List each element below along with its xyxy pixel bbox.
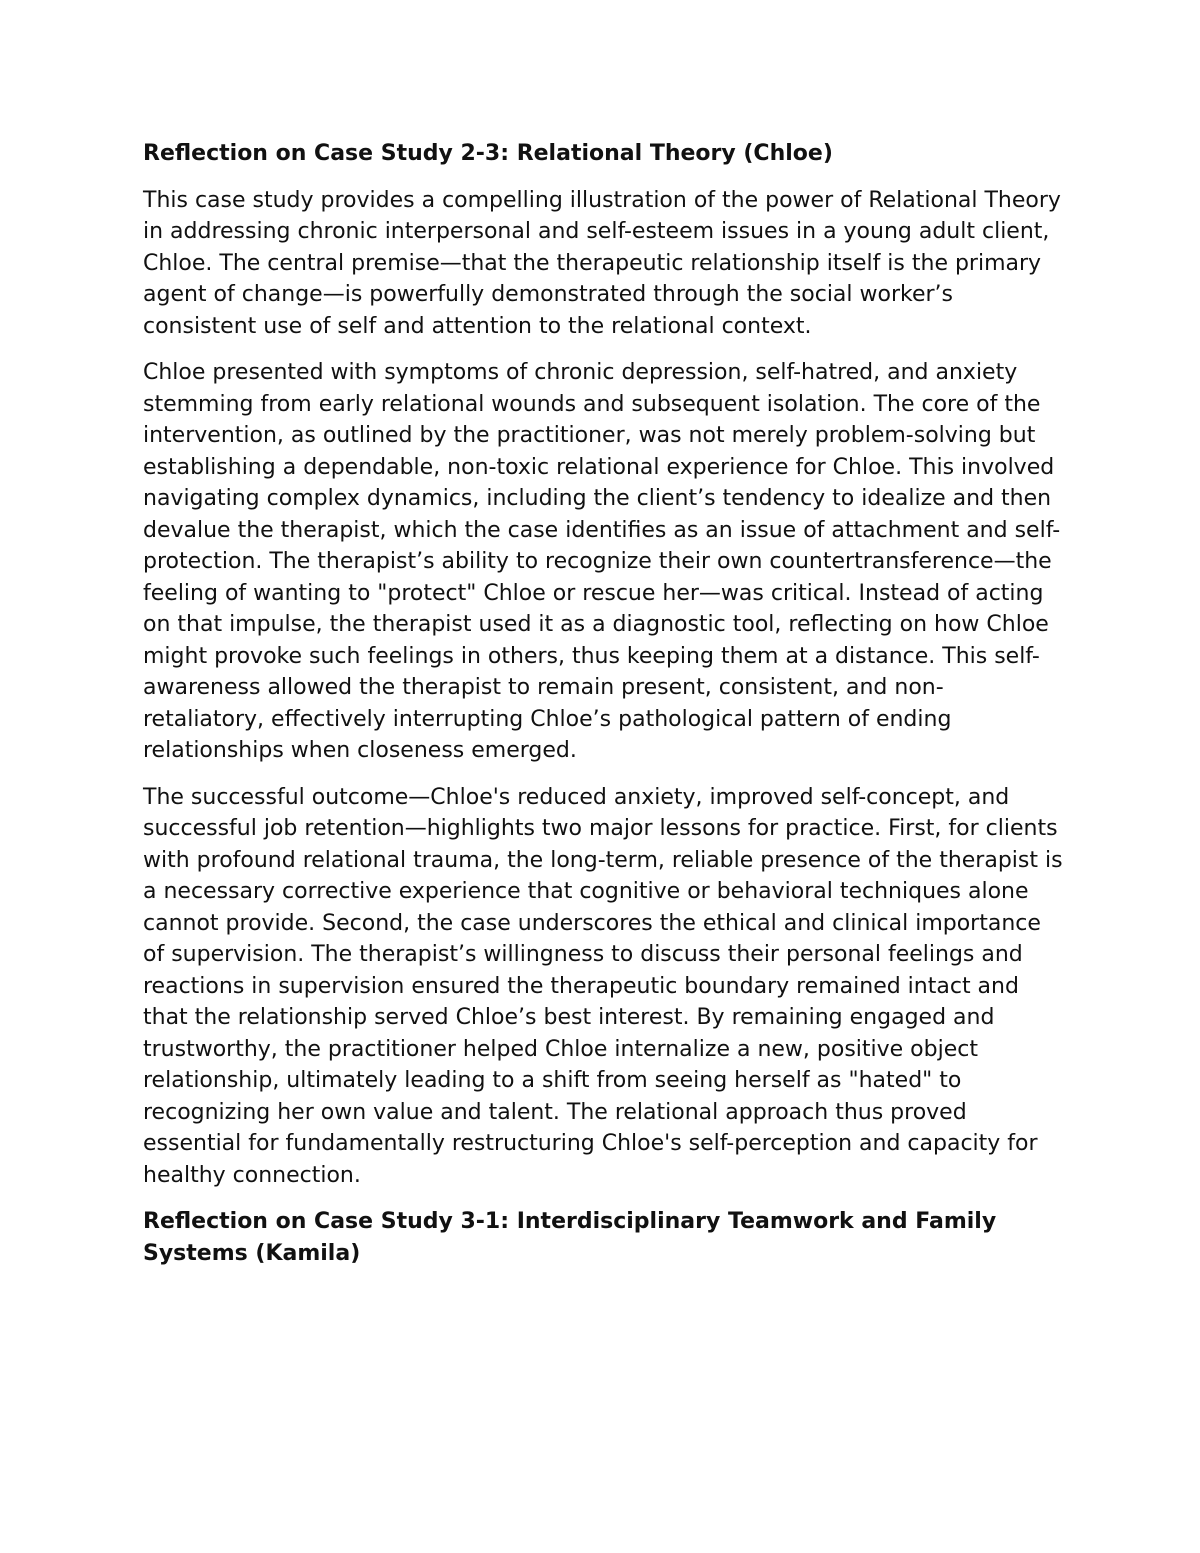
paragraph: Chloe presented with symptoms of chronic depression, self-hatred, and anxiety stemming from early relational wounds and subsequent isolation. The core of the intervention, as outlined by the practitioner, was not merely problem-solving but establishing a dependable, non-toxic relational experience for Chloe. This involved navigating complex dynamics, including the client’s tendency to idealize and then devalue the therapist, which the case identifies as an issue of attachment and self-protection. The therapist’s ability to recognize their own countertransference—the feeling of wanting to "protect" Chloe or rescue her—was critical. Instead of acting on that impulse, the therapist used it as a diagnostic tool, reflecting on how Chloe might provoke such feelings in others, thus keeping them at a distance. This self-awareness allowed the therapist to remain present, consistent, and non-retaliatory, effectively interrupting Chloe’s pathological pattern of ending relationships when closeness emerged. [143, 360, 1061, 763]
section-heading: Reflection on Case Study 2-3: Relational Theory (Chloe) [143, 141, 833, 166]
paragraph: This case study provides a compelling illustration of the power of Relational Theory in addressing chronic interpersonal and self-esteem issues in a young adult client, Chloe. The central premise—that the therapeutic relationship itself is the primary agent of change—is powerfully demonstrated through the social worker’s consistent use of self and attention to the relational context. [143, 187, 1061, 339]
document-body [143, 138, 1063, 1284]
paragraph: The successful outcome—Chloe's reduced anxiety, improved self-concept, and successful job retention—highlights two major lessons for practice. First, for clients with profound relational trauma, the long-term, reliable presence of the therapist is a necessary corrective experience that cognitive or behavioral techniques alone cannot provide. Second, the case underscores the ethical and clinical importance of supervision. The therapist’s willingness to discuss their personal feelings and reactions in supervision ensured the therapeutic boundary remained intact and that the relationship served Chloe’s best interest. By remaining engaged and trustworthy, the practitioner helped Chloe internalize a new, positive object relationship, ultimately leading to a shift from seeing herself as "hated" to recognizing her own value and talent. The relational approach thus proved essential for fundamentally restructuring Chloe's self-perception and capacity for healthy connection. [143, 784, 1063, 1188]
section-heading: Reflection on Case Study 3-1: Interdisciplinary Teamwork and Family Systems (Kamila) [143, 1209, 997, 1266]
